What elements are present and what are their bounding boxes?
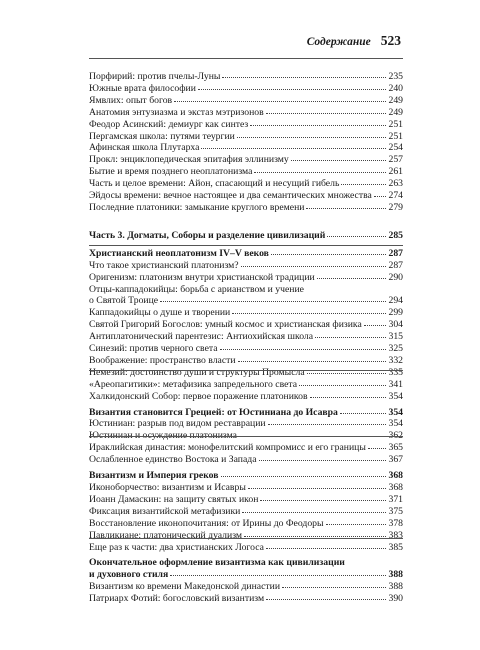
toc-entry: Оригенизм: платонизм внутри христианской традиции 290	[89, 271, 403, 283]
leader-dots	[364, 325, 387, 326]
section-rule	[89, 538, 403, 539]
leader-dots	[242, 512, 386, 513]
leader-dots	[282, 587, 386, 588]
leader-dots	[315, 337, 386, 338]
toc-entry: Фиксация византийской метафизики 375	[89, 505, 403, 517]
leader-dots	[201, 148, 386, 149]
section-rule	[89, 245, 403, 246]
toc-entry: Синезий: против черного света 325	[89, 343, 403, 355]
toc-entry: Византизм ко времени Македонской династии 388	[89, 581, 403, 593]
toc-entry: Восстановление иконопочитания: от Ирины до Феодоры 378	[89, 517, 403, 529]
part-heading: Часть 3. Догматы, Соборы и разделение цивилизаций 285	[89, 229, 403, 241]
leader-dots	[374, 196, 387, 197]
toc-entry: Ямвлих: опыт богов 249	[89, 94, 403, 106]
toc-entry: Немезий: достоинство души и структуры Промысла 335	[89, 366, 403, 378]
toc-entry: Иоанн Дамаскин: на защиту святых икон 371	[89, 493, 403, 505]
toc-entry: Ослабленное единство Востока и Запада 367	[89, 454, 403, 466]
section-heading: Христианский неоплатонизм IV–V веков 287	[89, 247, 403, 259]
toc-entry: Патриарх Фотий: богословский византизм 390	[89, 593, 403, 605]
leader-dots	[266, 599, 386, 600]
leader-dots	[160, 301, 386, 302]
leader-dots	[232, 313, 386, 314]
toc-entry: Южные врата философии 240	[89, 82, 403, 94]
leader-dots	[170, 575, 386, 576]
section-rule	[89, 436, 403, 437]
toc-entry: Юстиниан: разрыв под видом реставрации 354	[89, 418, 403, 430]
leader-dots	[244, 536, 386, 537]
leader-dots	[317, 278, 387, 279]
table-of-contents	[89, 71, 403, 605]
section-heading: Византизм и Империя греков 368	[89, 470, 403, 482]
toc-entry: о Святой Троице 294	[89, 295, 403, 307]
leader-dots	[238, 361, 387, 362]
section-rule	[89, 370, 403, 371]
running-header	[307, 33, 401, 49]
leader-dots	[266, 548, 387, 549]
toc-entry: Отцы-каппадокийцы: борьба с арианством и учение	[89, 283, 304, 295]
section-heading-continued: и духовного стиля 388	[89, 569, 403, 581]
header-rule	[89, 58, 403, 59]
header-page-number: 523	[380, 33, 401, 48]
leader-dots	[368, 448, 387, 449]
toc-entry: Халкидонский Собор: первое поражение платоников 354	[89, 390, 403, 402]
toc-entry: Последние платоники: замыкание круглого времени 279	[89, 201, 403, 213]
leader-dots	[271, 254, 387, 255]
toc-entry: Анатомия энтузиазма и экстаз мэтризонов 249	[89, 106, 403, 118]
leader-dots	[198, 89, 387, 90]
leader-dots	[221, 476, 387, 477]
toc-entry: Юстиниан и осуждение платонизма 362	[89, 430, 403, 442]
leader-dots	[250, 125, 386, 126]
leader-dots	[306, 208, 386, 209]
leader-dots	[174, 101, 386, 102]
leader-dots	[268, 424, 387, 425]
toc-entry: Антиплатонический парентезис: Антиохийская школа 315	[89, 331, 403, 343]
header-title: Содержание	[306, 36, 371, 48]
section-heading: Византия становится Грецией: от Юстиниана до Исавра 354	[89, 406, 403, 418]
spacer	[89, 214, 403, 230]
leader-dots	[248, 488, 387, 489]
leader-dots	[307, 373, 387, 374]
toc-entry: Что такое христианский платонизм? 287	[89, 259, 403, 271]
leader-dots	[254, 172, 386, 173]
toc-entry: Святой Григорий Богослов: умный космос и христианская физика 304	[89, 319, 403, 331]
leader-dots	[310, 397, 387, 398]
toc-entry: Порфирий: против пчелы-Луны 235	[89, 71, 403, 82]
leader-dots	[259, 460, 387, 461]
toc-entry: Пергамская школа: путями теургии 251	[89, 130, 403, 142]
toc-entry: Иконоборчество: византизм и Исавры 368	[89, 482, 403, 493]
toc-entry: Прокл: энциклопедическая эпитафия эллинизму 257	[89, 154, 403, 166]
toc-entry: Каппадокийцы о душе и творении 299	[89, 307, 403, 319]
toc-entry: Ираклийская династия: монофелитский компромисс и его границы 365	[89, 442, 403, 454]
toc-entry: «Ареопагитики»: метафизика запредельного света 341	[89, 378, 403, 390]
leader-dots	[237, 137, 387, 138]
leader-dots	[326, 524, 387, 525]
leader-dots	[327, 236, 386, 237]
leader-dots	[341, 184, 386, 185]
leader-dots	[340, 413, 387, 414]
leader-dots	[220, 349, 387, 350]
leader-dots	[260, 500, 386, 501]
leader-dots	[241, 266, 387, 267]
leader-dots	[266, 113, 387, 114]
toc-entry: Часть и целое времени: Айон, спасающий и несущий гибель 263	[89, 178, 403, 190]
leader-dots	[299, 385, 386, 386]
toc-entry: Феодор Асинский: демиург как синтез 251	[89, 118, 403, 130]
toc-entry: Воображение: пространство власти 332	[89, 354, 403, 366]
toc-entry: Эйдосы времени: вечное настоящее и два семантических множества 274	[89, 190, 403, 202]
toc-entry: Павликиане: платонический дуализм 383	[89, 529, 403, 541]
leader-dots	[291, 160, 387, 161]
leader-dots	[222, 77, 386, 78]
toc-entry: Афинская школа Плутарха 254	[89, 142, 403, 154]
toc-entry: Еще раз к части: два христианских Логоса 385	[89, 541, 403, 553]
section-heading: Окончательное оформление византизма как цивилизации	[89, 557, 345, 569]
toc-entry: Бытие и время позднего неоплатонизма 261	[89, 166, 403, 178]
